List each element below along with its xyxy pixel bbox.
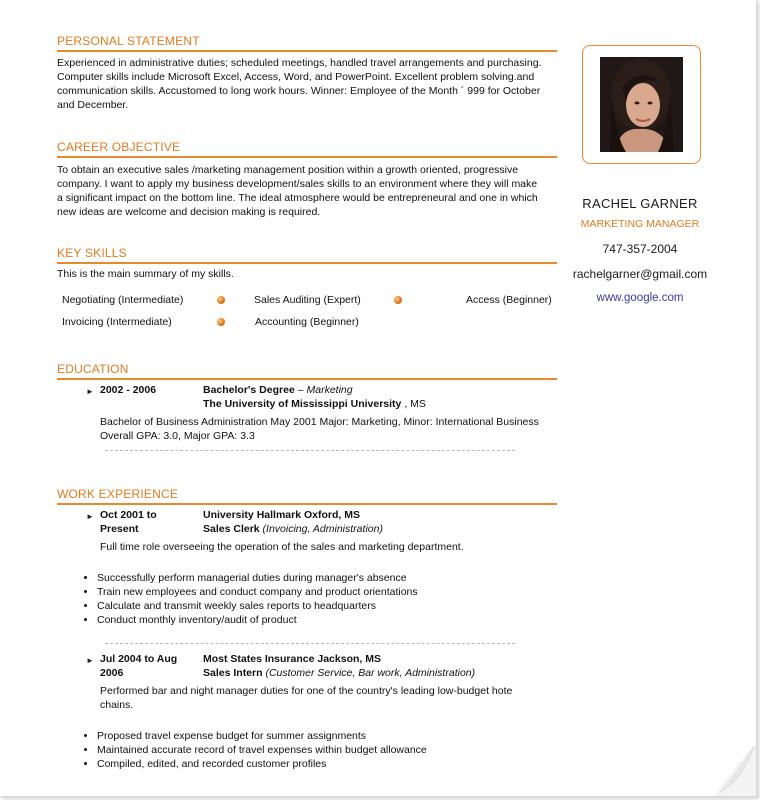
job-bullet-list (80, 571, 418, 627)
profile-website-link[interactable]: www.google.com (596, 292, 684, 304)
profile-phone: 747-357-2004 (602, 242, 678, 256)
education-detail: Bachelor of Business Administration May 2001 Major: Marketing, Minor: International Business (100, 416, 539, 428)
education-dates: 2002 - 2006 (100, 384, 157, 396)
education-detail: Overall GPA: 3.0, Major GPA: 3.3 (100, 430, 255, 442)
text-line: To obtain an executive sales /marketing management position within a growth oriented, progressive (57, 164, 519, 176)
list-item: • Successfully perform managerial duties during manager's absence (97, 571, 418, 585)
section-title-education: EDUCATION (57, 362, 557, 380)
list-item: • Maintained accurate record of travel expenses within budget allowance (97, 743, 427, 757)
education-separator: – (294, 384, 307, 396)
divider (105, 643, 515, 644)
job-company: University Hallmark Oxford, MS (203, 509, 360, 521)
job-role-detail: (Invoicing, Administration) (259, 523, 383, 535)
section-title-personal-statement: PERSONAL STATEMENT (57, 34, 557, 52)
job-bullet-list (80, 729, 427, 771)
skills-summary: This is the main summary of my skills. (57, 268, 234, 280)
skill-item: Access (Beginner) (466, 294, 552, 306)
job-description: Performed bar and night manager duties for one of the country's leading low-budget hote (100, 685, 513, 697)
section-title-career-objective: CAREER OBJECTIVE (57, 140, 557, 158)
divider (105, 450, 515, 451)
text-line: company. I want to apply my business development/sales skills to an environment where they will make (57, 178, 538, 190)
text-line: new ideas are welcome and decision making is required. (57, 206, 321, 218)
education-field: Marketing (306, 384, 353, 396)
arrow-right-icon: ► (86, 512, 94, 521)
job-dates: Oct 2001 to (100, 509, 157, 521)
profile-title: MARKETING MANAGER (580, 218, 700, 230)
personal-statement-text (57, 56, 557, 112)
job-company: Most States Insurance Jackson, MS (203, 653, 381, 665)
skill-item: Invoicing (Intermediate) (62, 316, 172, 328)
job-dates: 2006 (100, 667, 124, 679)
skill-item: Negotiating (Intermediate) (62, 294, 184, 306)
text-line: Computer skills include Microsoft Excel, Access, Word, and PowerPoint. Excellent problem solving.and (57, 71, 535, 83)
arrow-right-icon: ► (86, 656, 94, 665)
profile-email[interactable]: rachelgarner@gmail.com (572, 267, 708, 281)
bullet-dot-icon (217, 318, 225, 326)
list-item: • Calculate and transmit weekly sales reports to headquarters (97, 599, 418, 613)
education-school: The University of Mississippi University (203, 398, 402, 410)
career-objective-text (57, 163, 557, 219)
skill-item: Sales Auditing (Expert) (254, 294, 361, 306)
education-location: , MS (401, 398, 426, 410)
job-dates: Present (100, 523, 139, 535)
job-role: Sales Clerk (203, 523, 260, 535)
arrow-right-icon: ► (86, 387, 94, 396)
profile-photo-frame (582, 45, 701, 164)
page-curl-icon (686, 726, 756, 796)
job-description: chains. (100, 699, 134, 711)
text-line: and December. (57, 99, 129, 111)
education-degree: Bachelor's Degree (203, 384, 295, 396)
job-role-detail: (Customer Service, Bar work, Administration) (262, 667, 476, 679)
text-line: a significant impact on the bottom line. The ideal atmosphere would be entrepreneural and one in which (57, 192, 538, 204)
job-dates: Jul 2004 to Aug (100, 653, 178, 665)
education-degree-line (203, 384, 353, 396)
text-line: Experienced in administrative duties; scheduled meetings, handled travel arrangements and purchasing. (57, 57, 542, 69)
list-item: • Train new employees and conduct company and product orientations (97, 585, 418, 599)
list-item: • Proposed travel expense budget for summer assignments (97, 729, 427, 743)
bullet-dot-icon (217, 296, 225, 304)
job-role: Sales Intern (203, 667, 263, 679)
job-description: Full time role overseeing the operation of the sales and marketing department. (100, 541, 464, 553)
section-title-key-skills: KEY SKILLS (57, 246, 557, 264)
education-school-line (203, 398, 426, 410)
profile-photo (600, 57, 683, 152)
text-line: communication skills. Accustomed to long work hours. Winner: Employee of the Month ´ 999 for October (57, 85, 541, 97)
skill-item: Accounting (Beginner) (255, 316, 359, 328)
profile-name: RACHEL GARNER (582, 196, 698, 211)
list-item: • Compiled, edited, and recorded customer profiles (97, 757, 427, 771)
section-title-work-experience: WORK EXPERIENCE (57, 487, 557, 505)
bullet-dot-icon (394, 296, 402, 304)
job-role-line (203, 667, 475, 679)
list-item: • Conduct monthly inventory/audit of product (97, 613, 418, 627)
job-role-line (203, 523, 383, 535)
portrait-image (600, 57, 683, 152)
